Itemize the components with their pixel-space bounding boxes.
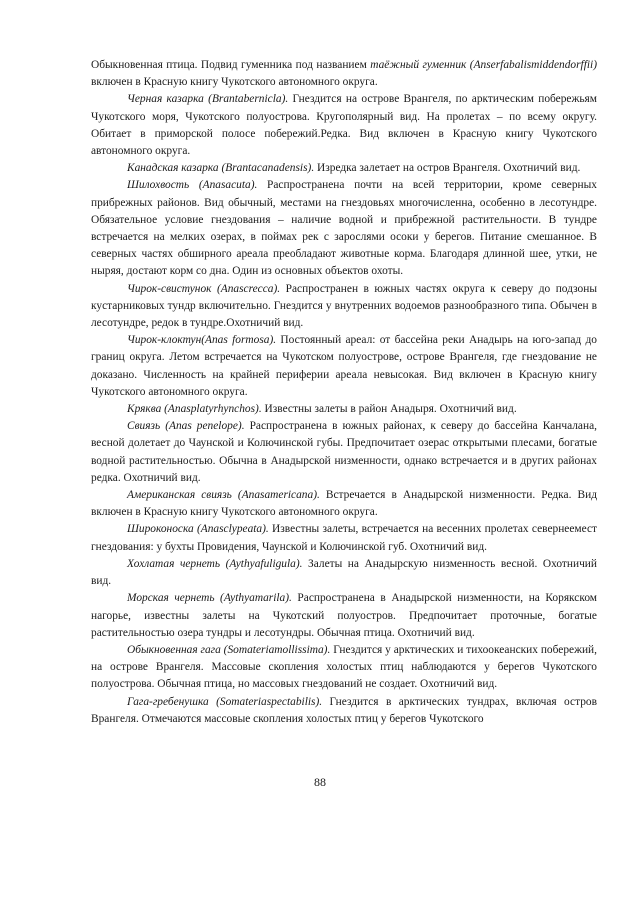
paragraph — [91, 177, 597, 280]
paragraph — [91, 521, 597, 555]
species-description: Постоянный ареал: от бассейна реки Анадырь на юго-запад до границ округа. Летом встречается на Чукотском полуострове, острове Врангеля, где гнездование не доказано. Численность на крайней периферии ареала невысокая. Вид включен в Красную книгу Чукотского автономного округа. — [91, 334, 597, 398]
species-name: Шилохвость (Anasacuta). — [127, 179, 258, 192]
species-name: Широконоска (Anasclypeata). — [127, 523, 269, 536]
paragraph: Обыкновенная птица. Подвид гуменника под названием таёжный гуменник (Anserfabalismiddendorffii) включен в Красную книгу Чукотского автономного округа. — [91, 59, 597, 89]
species-description: Залеты на Анадырскую низменность весной. Охотничий вид. — [91, 557, 597, 588]
paragraph — [91, 91, 597, 160]
species-description: Изредка залетает на остров Врангеля. Охотничий вид. — [314, 162, 581, 175]
paragraph — [91, 642, 597, 694]
species-name: таёжный гуменник (Anserfabalismiddendorffii) — [370, 59, 597, 71]
species-name: Американская свиязь (Anasamericana). — [127, 489, 320, 502]
paragraph — [91, 401, 597, 418]
species-name: Черная казарка (Brantabernicla). — [127, 93, 289, 106]
species-description: Гнездится в арктических тундрах, включая остров Врангеля. Отмечаются массовые скопления холостых птиц у берегов Чукотского — [91, 695, 597, 725]
species-name: Чирок-свистунок (Anascrecca). — [127, 282, 281, 295]
paragraph — [91, 160, 597, 177]
paragraph — [91, 590, 597, 642]
species-description: Гнездится у арктических и тихоокеанских побережий, на острове Врангеля. Массовые скопления холостых птиц наблюдаются у берегов Чукотского полуострова. Обычная птица, но массовых гнездований не создает. Охотничий вид. — [91, 643, 597, 691]
paragraph — [91, 281, 597, 333]
species-name: Обыкновенная гага (Somateriamollissima). — [127, 643, 331, 656]
species-name: Чирок-клоктун(Anas formosa). — [127, 334, 277, 347]
species-name: Канадская казарка (Brantacanadensis). — [127, 162, 315, 175]
paragraph — [91, 487, 597, 521]
species-description: Известны залеты в район Анадыря. Охотничий вид. — [261, 403, 517, 416]
species-description: Гнездится на острове Врангеля, по арктическим побережьям Чукотского моря, Чукотского полуострова. Кругополярный вид. На пролетах – по всему округу. Обитает в приморской полосе побережий.Редка. Вид включен в Красную книгу Чукотского автономного округа. — [91, 93, 597, 158]
paragraph — [91, 418, 597, 487]
species-description: Распространен в южных частях округа к северу до подзоны кустарниковых тундр включительно. Гнездится у внутренних водоемов разнообразного типа. Обычен в лесотундре, редок в тундре.Охотничий вид. — [91, 282, 597, 330]
body-text — [91, 57, 597, 728]
species-description: Распространена почти на всей территории, кроме северных прибрежных районов. Вид обычный, местами на гнездовьях многочисленна, особенно в лесотундре. Обязательное условие гнездования – наличие водной и прибрежной растительности. В тундре встречается на мелких озерах, в поймах рек с зарослями осоки у берегов. Питание смешанное. В северных частях обширного ареала преобладают животные корма. Благодаря длинной шее, утки, не ныряя, достают корм со дна. Один из основных объектов охоты. — [91, 179, 597, 278]
paragraph — [91, 332, 597, 401]
paragraph — [91, 556, 597, 590]
species-name: Морская чернеть (Aythyamarila). — [127, 592, 292, 605]
page-number: 88 — [314, 775, 326, 789]
species-description: Известны залеты, встречается на весенних пролетах севернеемест гнездования: у бухты Провидения, Чаунской и Колючинской губ. Охотничий вид. — [91, 523, 597, 553]
species-description: Распространена в южных районах, к северу до бассейна Канчалана, весной долетает до Чаунской и Колючинской губы. Предпочитает озерас открытыми плесами, богатые водной растительностью. Обычна в Анадырской низменности, однако встречается и в других районах редка. Охотничий вид. — [91, 420, 597, 484]
species-name: Свиязь (Anas penelope). — [127, 420, 245, 433]
species-name: Кряква (Anasplatyrhynchos). — [127, 403, 262, 416]
paragraph — [91, 694, 597, 728]
species-description: Встречается в Анадырской низменности. Редка. Вид включен в Красную книгу Чукотского автономного округа. — [91, 489, 598, 519]
species-description: Распространена в Анадырской низменности, на Корякском нагорье, известны залеты на Чукотский полуостров. Предпочитает проточные, богатые растительностью озера тундры и лесотундры. Обычная птица. Охотничий вид. — [91, 592, 598, 639]
species-name: Хохлатая чернеть (Aythyafuligula). — [127, 557, 303, 570]
species-name: Гага-гребенушка (Somateriaspectabilis). — [127, 695, 323, 708]
